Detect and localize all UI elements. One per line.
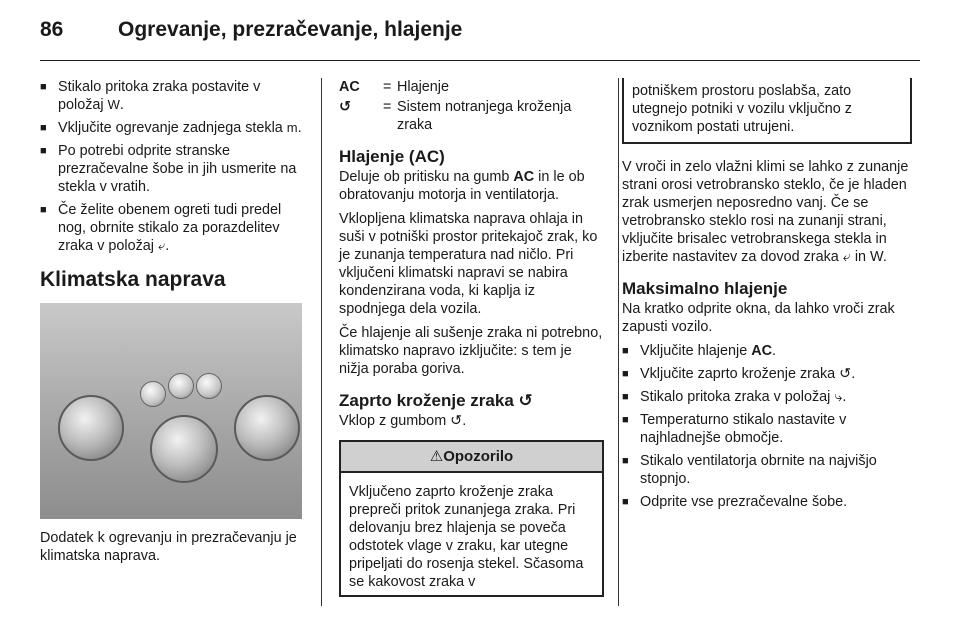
air-distribution-icons: ⤶ in W. bbox=[842, 249, 887, 265]
column-3 bbox=[622, 78, 912, 516]
instruction-list bbox=[622, 342, 912, 511]
list-item: ■ Vključite zaprto kroženje zraka ↺. bbox=[622, 366, 856, 382]
distribution-knob bbox=[234, 395, 300, 461]
subsection-title: Zaprto kroženje zraka ↺ bbox=[339, 391, 533, 410]
warning-header: ⚠Opozorilo bbox=[341, 442, 602, 473]
column-divider bbox=[321, 78, 322, 606]
temperature-knob bbox=[150, 415, 218, 483]
list-item: ■ Stikalo pritoka zraka postavite v položaj W. bbox=[40, 79, 261, 113]
paragraph: Vklopljena klimatska naprava ohlaja in suši v potniški prostor pritekajoč zrak, ko je zunanja temperatura nad ničlo. Pri vključeni klimatski napravi se nabira kondenzirana voda, ki kaplja iz spodnjega dela vozila. bbox=[339, 211, 598, 317]
bullet-icon: ■ bbox=[40, 145, 47, 157]
recirculation-icon: ↺ bbox=[339, 99, 352, 115]
list-item: ■ Po potrebi odprite stranske prezračevalne šobe in jih usmerite na stekla v vratih. bbox=[40, 143, 297, 195]
bullet-icon: ■ bbox=[622, 414, 629, 426]
list-item: ■ Vključite hlajenje AC. bbox=[622, 343, 776, 359]
list-item: ■ Če želite obenem ogreti tudi predel nog, obrnite stikalo za porazdelitev zraka v položaj ⤶. bbox=[40, 202, 282, 254]
column-1 bbox=[40, 78, 308, 571]
bullet-icon: ■ bbox=[622, 345, 629, 357]
fan-knob bbox=[58, 395, 124, 461]
instruction-list bbox=[40, 78, 308, 255]
column-divider bbox=[618, 78, 619, 606]
list-item: ■ Odprite vse prezračevalne šobe. bbox=[622, 494, 848, 510]
windshield-vent-icon: W bbox=[107, 97, 120, 112]
footwell-windshield-icon: ⤶ bbox=[157, 238, 166, 253]
definition-list: AC = Hlajenje ↺ = Sistem notranjega kroženja zraka bbox=[339, 79, 572, 133]
def-term-ac: AC bbox=[339, 79, 360, 95]
column-2 bbox=[339, 78, 604, 597]
header-divider bbox=[40, 60, 920, 61]
bullet-icon: ■ bbox=[40, 81, 47, 93]
paragraph: Na kratko odprite okna, da lahko vroči zrak zapusti vozilo. bbox=[622, 301, 895, 335]
list-item: ■ Stikalo ventilatorja obrnite na najvišjo stopnjo. bbox=[622, 453, 877, 487]
ac-button bbox=[140, 381, 166, 407]
section-title: Klimatska naprava bbox=[40, 268, 226, 291]
paragraph: Vklop z gumbom ↺. bbox=[339, 413, 467, 429]
rear-defrost-button bbox=[196, 373, 222, 399]
warning-body: Vključeno zaprto kroženje zraka prepreči pritok zunanjega zraka. Pri delovanju brez hlajenja se poveča odstotek vlage v zraku, kar utegne pripeljati do rosenja stekel. Sčasoma se kakovost zraka v bbox=[349, 484, 584, 590]
paragraph: V vroči in zelo vlažni klimi se lahko z zunanje strani orosi vetrobransko steklo, če je hladen zrak usmerjen neposredno vanj. Če se vetrobransko steklo rosi na zunanji strani, vključite brisalec vetrobranskega stekla in izberite nastavitev za dovod zraka ⤶ in W. bbox=[622, 159, 909, 265]
bullet-icon: ■ bbox=[40, 204, 47, 216]
page-title: Ogrevanje, prezračevanje, hlajenje bbox=[118, 18, 463, 41]
subsection-title: Maksimalno hlajenje bbox=[622, 279, 788, 298]
bullet-icon: ■ bbox=[40, 122, 47, 134]
bullet-icon: ■ bbox=[622, 391, 629, 403]
recirculation-button bbox=[168, 373, 194, 399]
climate-control-photo bbox=[40, 303, 302, 519]
bullet-icon: ■ bbox=[622, 368, 629, 380]
rear-window-heating-icon: m bbox=[286, 120, 298, 135]
bullet-icon: ■ bbox=[622, 455, 629, 467]
list-item: ■ Temperaturno stikalo nastavite v najhladnejše območje. bbox=[622, 412, 847, 446]
warning-continuation: potniškem prostoru poslabša, zato utegnejo potniki v vozilu vključno z voznikom postati utrujeni. bbox=[622, 78, 912, 144]
bullet-icon: ■ bbox=[622, 496, 629, 508]
subsection-title: Hlajenje (AC) bbox=[339, 147, 445, 166]
list-item: ■ Stikalo pritoka zraka v položaj ⤷. bbox=[622, 389, 847, 405]
list-item: ■ Vključite ogrevanje zadnjega stekla m. bbox=[40, 120, 302, 136]
page-number: 86 bbox=[40, 18, 64, 41]
paragraph: Če hlajenje ali sušenje zraka ni potrebno, klimatsko napravo izključite: s tem je nižja poraba goriva. bbox=[339, 325, 603, 377]
warning-box bbox=[339, 440, 604, 597]
paragraph: Deluje ob pritisku na gumb AC in le ob obratovanju motorja in ventilatorja. bbox=[339, 169, 585, 203]
page-header bbox=[40, 18, 920, 58]
photo-caption: Dodatek k ogrevanju in prezračevanju je klimatska naprava. bbox=[40, 530, 297, 564]
